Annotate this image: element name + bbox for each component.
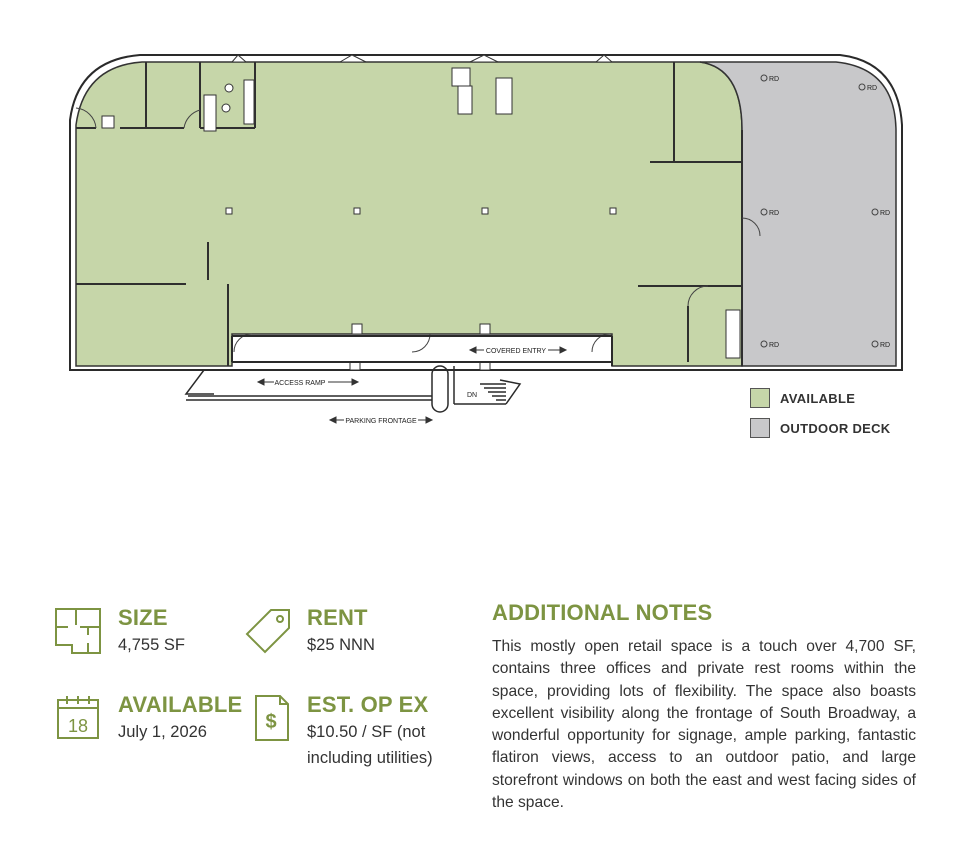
available-heading: AVAILABLE	[118, 692, 243, 717]
size-value: 4,755 SF	[118, 636, 185, 654]
floor-plan-legend	[750, 388, 891, 448]
price-tag-icon	[245, 607, 293, 655]
op-ex-value-line1: $10.50 / SF (not	[307, 723, 426, 741]
parking-frontage-label: PARKING FRONTAGE	[345, 418, 417, 425]
covered-entry-label: COVERED ENTRY	[485, 348, 547, 355]
legend-label-available: AVAILABLE	[780, 390, 856, 406]
stairs-down-label: DN	[466, 392, 478, 399]
available-area	[76, 62, 742, 366]
notes-title: ADDITIONAL NOTES	[492, 600, 713, 625]
legend-item-available	[750, 388, 891, 408]
op-ex-heading: EST. OP EX	[307, 692, 429, 717]
rent-value: $25 NNN	[307, 636, 375, 654]
roof-drain-label: RD	[769, 210, 780, 217]
notes-body: This mostly open retail space is a touch over 4,700 SF, contains three offices and private rest rooms within the space, providing lots of flexibility. The space also boasts excellent visibility along the frontage of South Broadway, a wonderful opportunity for signage, ample parking, fantastic flatiron views, access to an outdoor patio, and large storefront windows on both the east and west facing sides of the space.	[492, 638, 916, 812]
size-heading: SIZE	[118, 605, 168, 630]
roof-drain-label: RD	[867, 85, 878, 92]
calendar-icon	[55, 694, 103, 742]
roof-drain-label: RD	[769, 342, 780, 349]
dollar-glyph: $	[265, 711, 277, 733]
roof-drain-label: RD	[880, 210, 891, 217]
op-ex-value-line2: including utilities)	[307, 749, 433, 767]
roof-drain-label: RD	[880, 342, 891, 349]
legend-item-outdoor-deck	[750, 418, 891, 438]
rent-heading: RENT	[307, 605, 368, 630]
calendar-day: 18	[67, 716, 89, 736]
legend-swatch-outdoor-deck	[750, 418, 770, 438]
available-value: July 1, 2026	[118, 723, 207, 741]
legend-label-outdoor-deck: OUTDOOR DECK	[780, 420, 891, 436]
floorplan-icon	[54, 607, 102, 655]
access-ramp-label: ACCESS RAMP	[274, 380, 326, 387]
additional-notes	[492, 600, 916, 814]
roof-drain-label: RD	[769, 76, 780, 83]
dollar-document-icon	[252, 694, 300, 742]
legend-swatch-available	[750, 388, 770, 408]
